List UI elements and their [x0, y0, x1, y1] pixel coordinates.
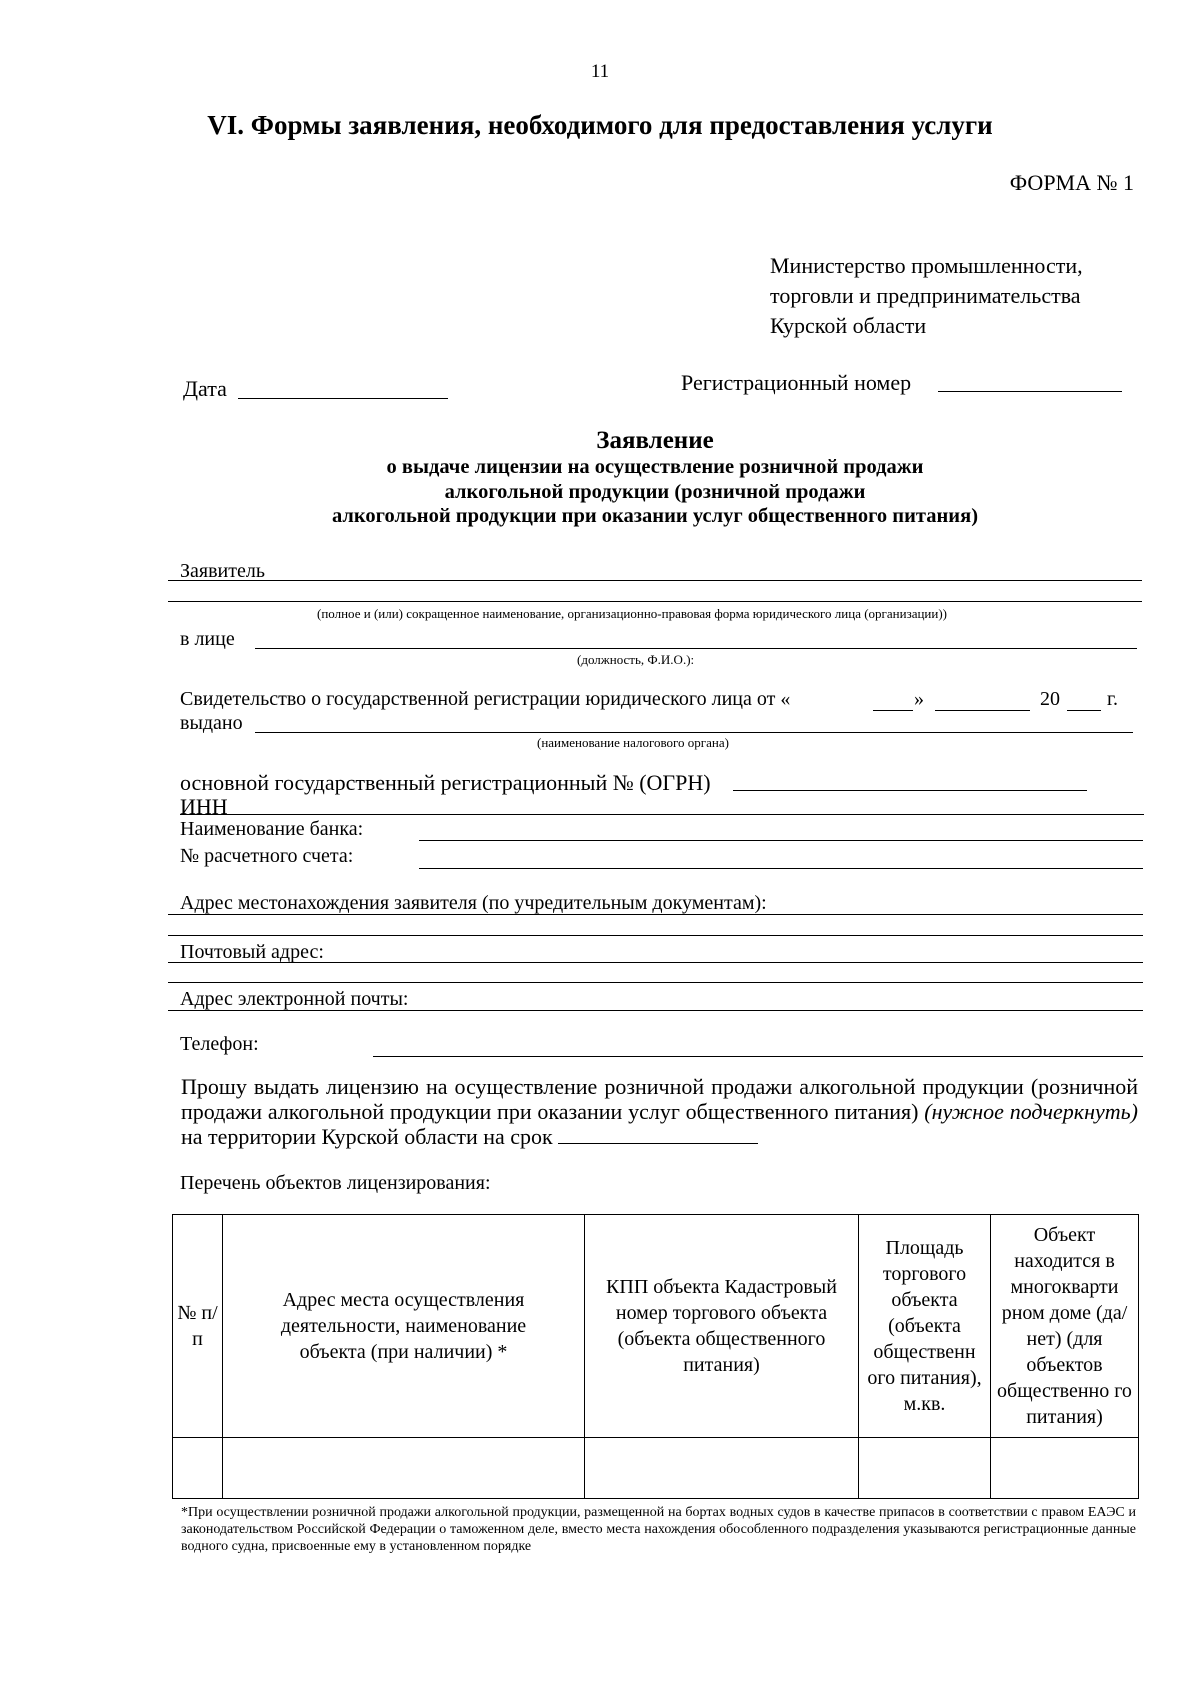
- inn-underline: [180, 814, 266, 815]
- statement-line-1: о выдаче лицензии на осуществление розничной продажи: [386, 456, 924, 478]
- ministry-line-1: Министерство промышленности,: [770, 253, 1083, 278]
- phone-label: Телефон:: [180, 1033, 259, 1055]
- term-field[interactable]: [558, 1127, 758, 1144]
- reg-number-label: Регистрационный номер: [681, 370, 912, 395]
- certificate-year: 20: [1040, 688, 1060, 710]
- account-label: № расчетного счета:: [180, 845, 354, 867]
- request-italic-note: (нужное подчеркнуть): [924, 1099, 1138, 1124]
- email-field[interactable]: [168, 1010, 1143, 1011]
- issued-hint: (наименование налогового органа): [537, 735, 729, 750]
- address-field-line-2[interactable]: [168, 935, 1143, 936]
- date-label: Дата: [183, 376, 227, 401]
- issued-label: выдано: [180, 712, 243, 734]
- cell-address[interactable]: [223, 1438, 585, 1499]
- ministry-line-3: Курской области: [770, 313, 927, 338]
- col-header-kpp: КПП объекта Кадастровый номер торгового объекта (объекта общественного питания): [585, 1215, 859, 1438]
- postal-field-line-1[interactable]: [168, 962, 1143, 963]
- address-field-line-1[interactable]: [168, 914, 1143, 915]
- ogrn-label: основной государственный регистрационный № (ОГРН): [180, 770, 711, 795]
- statement-title: Заявление: [596, 427, 714, 454]
- in-person-field[interactable]: [255, 648, 1137, 649]
- applicant-hint: (полное и (или) сокращенное наименование, организационно-правовая форма юридического лица (организации)): [317, 606, 948, 621]
- inn-field[interactable]: [266, 814, 1144, 815]
- certificate-quote-close: »: [914, 688, 924, 710]
- applicant-label: Заявитель: [180, 560, 265, 582]
- ogrn-field[interactable]: [733, 790, 1087, 791]
- certificate-year-suffix: г.: [1107, 688, 1118, 710]
- postal-field-line-2[interactable]: [168, 982, 1143, 983]
- certificate-day-field[interactable]: [873, 710, 913, 711]
- address-label: Адрес местонахождения заявителя (по учредительным документам):: [180, 892, 767, 914]
- inn-label: ИНН: [180, 794, 228, 819]
- applicant-field-line-2[interactable]: [168, 601, 1142, 602]
- table-header-row: [173, 1215, 1139, 1438]
- col-header-area: Площадь торгового объекта (объекта общественн ого питания), м.кв.: [859, 1215, 991, 1438]
- postal-label: Почтовый адрес:: [180, 941, 324, 963]
- objects-label: Перечень объектов лицензирования:: [180, 1172, 491, 1194]
- date-field[interactable]: [238, 398, 448, 399]
- account-field[interactable]: [419, 868, 1143, 869]
- footnote: *При осуществлении розничной продажи алкогольной продукции, размещенной на бортах водных судов в качестве припасов в соответствии с правом ЕАЭС и законодательством Российской Федерации о таможенном деле, вместо места нахождения обособленного подразделения указываются регистрационные данные водного судна, присвоенные ему в установленном порядке: [181, 1505, 1136, 1554]
- issued-field[interactable]: [255, 732, 1133, 733]
- section-title: VI. Формы заявления, необходимого для предоставления услуги: [207, 110, 993, 140]
- request-paragraph: [181, 1074, 1138, 1149]
- cell-apartment-building[interactable]: [991, 1438, 1139, 1499]
- col-header-apartment-building: Объект находится в многокварти рном доме (да/нет) (для объектов общественно го питания): [991, 1215, 1139, 1438]
- cell-area[interactable]: [859, 1438, 991, 1499]
- statement-line-2: алкогольной продукции (розничной продажи: [444, 481, 866, 503]
- col-header-address: Адрес места осуществления деятельности, наименование объекта (при наличии) *: [223, 1215, 585, 1438]
- email-label: Адрес электронной почты:: [180, 988, 409, 1010]
- cell-number[interactable]: [173, 1438, 223, 1499]
- objects-table: [172, 1214, 1139, 1499]
- bank-field[interactable]: [419, 840, 1143, 841]
- cell-kpp[interactable]: [585, 1438, 859, 1499]
- in-person-label: в лице: [180, 628, 235, 650]
- bank-label: Наименование банка:: [180, 818, 364, 840]
- statement-line-3: алкогольной продукции при оказании услуг общественного питания): [331, 505, 979, 527]
- certificate-month-field[interactable]: [935, 710, 1030, 711]
- request-text: Прошу выдать лицензию на осуществление розничной продажи алкогольной продукции (розничной продажи алкогольной продукции при оказании услуг общественного питания): [181, 1074, 1138, 1124]
- applicant-field-line-1[interactable]: [168, 580, 1142, 581]
- ministry-block: [770, 251, 1083, 341]
- ministry-line-2: торговли и предпринимательства: [770, 283, 1081, 308]
- request-tail: на территории Курской области на срок: [181, 1124, 553, 1149]
- col-header-number: № п/п: [173, 1215, 223, 1438]
- reg-number-field[interactable]: [938, 391, 1122, 392]
- phone-field[interactable]: [373, 1056, 1143, 1057]
- form-label: ФОРМА № 1: [1009, 170, 1134, 195]
- certificate-year-field[interactable]: [1067, 710, 1101, 711]
- page-number: 11: [590, 61, 610, 82]
- certificate-label: Свидетельство о государственной регистрации юридического лица от «: [180, 688, 791, 710]
- in-person-hint: (должность, Ф.И.О.):: [577, 652, 695, 667]
- table-row: [173, 1438, 1139, 1499]
